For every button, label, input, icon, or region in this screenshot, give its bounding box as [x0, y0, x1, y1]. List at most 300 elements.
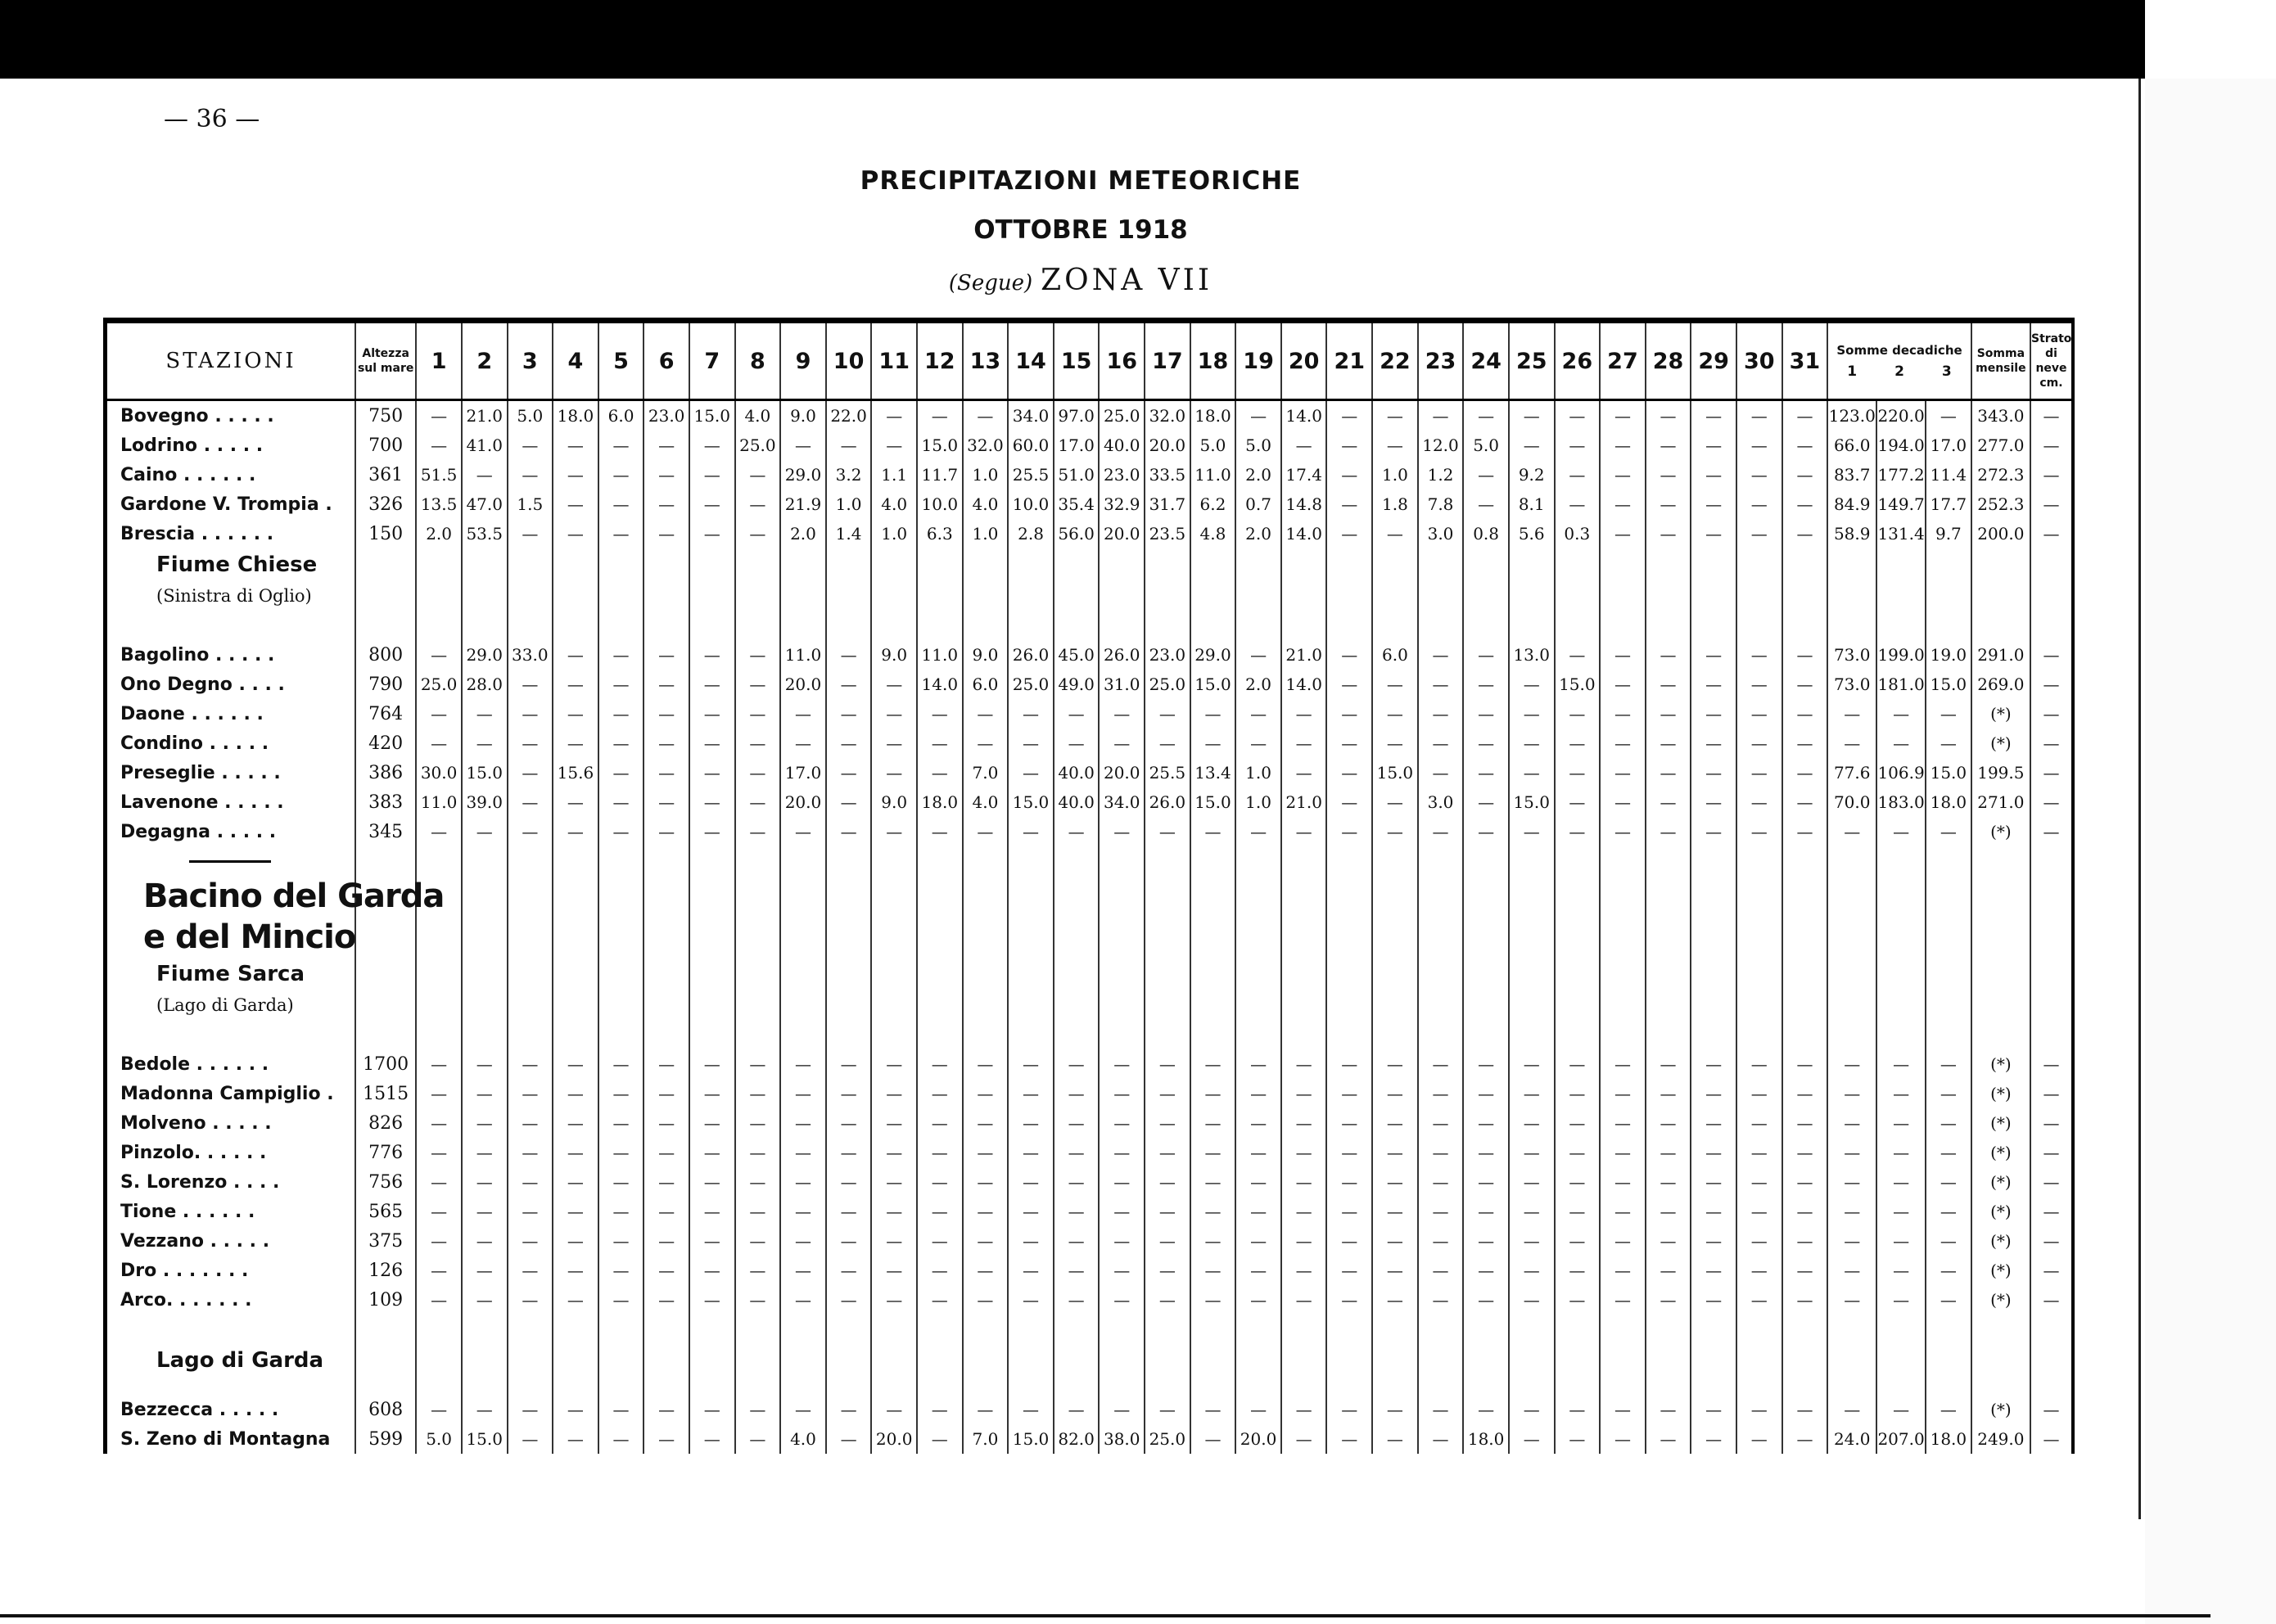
day-8-cell: — — [735, 1167, 781, 1197]
empty-cell — [1099, 958, 1145, 990]
empty-cell — [689, 990, 735, 1020]
day-15-cell: — — [1054, 699, 1100, 729]
day-28-cell: — — [1646, 1424, 1691, 1454]
day-2-cell: — — [462, 699, 508, 729]
empty-cell — [1099, 1344, 1145, 1377]
monthly-sum-cell: (*) — [1971, 1395, 2030, 1424]
day-24-cell: 5.0 — [1463, 431, 1509, 460]
station-name: Condino . . . . . — [106, 729, 356, 758]
snow-depth-cell: — — [2030, 1167, 2073, 1197]
day-28-cell: — — [1646, 699, 1691, 729]
empty-cell — [1600, 958, 1646, 990]
decade-2-sum-cell: — — [1876, 817, 1926, 846]
day-17-cell: — — [1145, 1049, 1190, 1079]
day-6-cell: — — [644, 1138, 689, 1167]
day-26-cell: — — [1555, 1285, 1601, 1315]
day-6-cell: — — [644, 1424, 689, 1454]
empty-cell — [553, 917, 598, 958]
empty-cell — [1555, 1020, 1601, 1049]
day-9-cell: — — [780, 1108, 826, 1138]
decade-3-sum-cell: 18.0 — [1926, 1424, 1971, 1454]
empty-cell — [508, 990, 553, 1020]
day-4-cell: — — [553, 1049, 598, 1079]
monthly-sum-cell: 269.0 — [1971, 670, 2030, 699]
empty-cell — [1736, 990, 1782, 1020]
day-14-cell: — — [1008, 1108, 1054, 1138]
monthly-sum-cell: 291.0 — [1971, 640, 2030, 670]
day-3-cell: — — [508, 460, 553, 489]
empty-cell — [1054, 990, 1100, 1020]
day-31-cell: — — [1782, 460, 1828, 489]
day-22-cell: — — [1372, 1256, 1418, 1285]
empty-cell — [1372, 581, 1418, 611]
day-9-cell: — — [780, 1197, 826, 1226]
day-19-cell: — — [1235, 1108, 1281, 1138]
empty-cell — [917, 1344, 963, 1377]
day-20-cell: 14.0 — [1281, 400, 1327, 431]
day-19-cell: — — [1235, 1226, 1281, 1256]
decade-1-sum-cell: 83.7 — [1827, 460, 1876, 489]
day-20-cell: — — [1281, 1424, 1327, 1454]
empty-cell — [355, 1377, 416, 1395]
monthly-sum-cell: (*) — [1971, 1079, 2030, 1108]
station-name: Gardone V. Trompia . — [106, 489, 356, 519]
day-10-cell: — — [826, 1256, 872, 1285]
day-2-cell: — — [462, 729, 508, 758]
day-20-cell: — — [1281, 1138, 1327, 1167]
day-18-cell: — — [1190, 729, 1236, 758]
page-number: — 36 — — [164, 105, 260, 133]
day-12-cell: 14.0 — [917, 670, 963, 699]
day-13-cell: 6.0 — [963, 670, 1009, 699]
empty-cell — [1099, 990, 1145, 1020]
decade-1-sum-cell: 73.0 — [1827, 640, 1876, 670]
empty-cell — [1827, 846, 1876, 876]
day-2-cell: — — [462, 1079, 508, 1108]
empty-cell — [1876, 1315, 1926, 1344]
day-4-cell: 15.6 — [553, 758, 598, 787]
empty-cell — [1235, 611, 1281, 640]
empty-cell — [1326, 846, 1372, 876]
day-30-cell: — — [1736, 1256, 1782, 1285]
day-26-cell: — — [1555, 758, 1601, 787]
snow-depth-cell: — — [2030, 400, 2073, 431]
empty-cell — [826, 548, 872, 581]
table-row — [106, 1197, 2074, 1226]
day-17-cell: — — [1145, 1256, 1190, 1285]
empty-cell — [1099, 1315, 1145, 1344]
day-6-cell: — — [644, 729, 689, 758]
day-16-cell: — — [1099, 1167, 1145, 1197]
day-5-cell: — — [598, 1138, 644, 1167]
empty-cell — [508, 876, 553, 917]
empty-cell — [462, 917, 508, 958]
empty-cell — [598, 1344, 644, 1377]
spacer-cell — [106, 1377, 356, 1395]
day-24-cell: — — [1463, 787, 1509, 817]
empty-cell — [1190, 1344, 1236, 1377]
day-6-cell: — — [644, 489, 689, 519]
empty-cell — [1235, 1344, 1281, 1377]
day-31-cell: — — [1782, 670, 1828, 699]
day-31-cell: — — [1782, 519, 1828, 548]
day-30-cell: — — [1736, 400, 1782, 431]
day-22-cell: — — [1372, 1049, 1418, 1079]
day-3-cell: — — [508, 1197, 553, 1226]
day-23-cell: — — [1418, 758, 1464, 787]
day-10-cell: — — [826, 431, 872, 460]
day-18-cell: — — [1190, 1285, 1236, 1315]
empty-cell — [1418, 581, 1464, 611]
day-7-cell: — — [689, 1108, 735, 1138]
empty-cell — [917, 581, 963, 611]
day-10-cell: — — [826, 758, 872, 787]
day-13-cell: — — [963, 729, 1009, 758]
empty-cell — [462, 548, 508, 581]
day-5-cell: 6.0 — [598, 400, 644, 431]
empty-cell — [1008, 581, 1054, 611]
header-day-19: 19 — [1235, 321, 1281, 400]
empty-cell — [2030, 611, 2073, 640]
empty-cell — [1691, 876, 1736, 917]
snow-depth-cell: — — [2030, 758, 2073, 787]
day-3-cell: — — [508, 699, 553, 729]
day-13-cell: 1.0 — [963, 519, 1009, 548]
day-26-cell: 15.0 — [1555, 670, 1601, 699]
day-18-cell: — — [1190, 699, 1236, 729]
day-14-cell: — — [1008, 1395, 1054, 1424]
day-17-cell: 32.0 — [1145, 400, 1190, 431]
day-5-cell: — — [598, 1285, 644, 1315]
station-altitude: 700 — [355, 431, 416, 460]
empty-cell — [1926, 990, 1971, 1020]
day-6-cell: — — [644, 519, 689, 548]
day-13-cell: — — [963, 1049, 1009, 1079]
day-2-cell: — — [462, 460, 508, 489]
decade-1-sum-cell: — — [1827, 1226, 1876, 1256]
empty-cell — [1281, 876, 1327, 917]
empty-cell — [826, 1377, 872, 1395]
empty-cell — [1099, 846, 1145, 876]
day-26-cell: — — [1555, 640, 1601, 670]
empty-cell — [871, 611, 917, 640]
empty-cell — [2030, 917, 2073, 958]
day-1-cell: — — [416, 699, 462, 729]
empty-cell — [1827, 1315, 1876, 1344]
day-29-cell: — — [1691, 489, 1736, 519]
decade-3-sum-cell: — — [1926, 729, 1971, 758]
day-27-cell: — — [1600, 640, 1646, 670]
monthly-sum-cell: (*) — [1971, 1049, 2030, 1079]
empty-cell — [598, 1377, 644, 1395]
empty-cell — [2030, 548, 2073, 581]
station-altitude: 826 — [355, 1108, 416, 1138]
day-5-cell: — — [598, 670, 644, 699]
day-11-cell: 1.1 — [871, 460, 917, 489]
empty-cell — [1326, 548, 1372, 581]
basin-heading: Bacino del Garda — [106, 876, 356, 917]
day-16-cell: 34.0 — [1099, 787, 1145, 817]
day-6-cell: — — [644, 787, 689, 817]
day-2-cell: 15.0 — [462, 1424, 508, 1454]
day-24-cell: — — [1463, 1167, 1509, 1197]
day-22-cell: 1.0 — [1372, 460, 1418, 489]
day-11-cell: — — [871, 1108, 917, 1138]
day-28-cell: — — [1646, 460, 1691, 489]
empty-cell — [689, 548, 735, 581]
decade-3-sum-cell: — — [1926, 1049, 1971, 1079]
table-section-row — [106, 958, 2074, 990]
decade-3-sum-cell: — — [1926, 1167, 1971, 1197]
empty-cell — [508, 1020, 553, 1049]
empty-cell — [1235, 1020, 1281, 1049]
day-10-cell: — — [826, 1395, 872, 1424]
day-27-cell: — — [1600, 460, 1646, 489]
empty-cell — [1054, 846, 1100, 876]
day-8-cell: — — [735, 699, 781, 729]
day-8-cell: — — [735, 729, 781, 758]
day-27-cell: — — [1600, 1395, 1646, 1424]
empty-cell — [2030, 876, 2073, 917]
day-21-cell: — — [1326, 1424, 1372, 1454]
empty-cell — [1646, 1344, 1691, 1377]
day-27-cell: — — [1600, 670, 1646, 699]
table-row — [106, 699, 2074, 729]
station-name: S. Lorenzo . . . . — [106, 1167, 356, 1197]
empty-cell — [1926, 1344, 1971, 1377]
day-4-cell: — — [553, 1167, 598, 1197]
empty-cell — [1145, 876, 1190, 917]
empty-cell — [1926, 917, 1971, 958]
day-22-cell: — — [1372, 1079, 1418, 1108]
header-somma-mensile: Somma mensile — [1971, 321, 2030, 400]
day-26-cell: — — [1555, 489, 1601, 519]
day-13-cell: — — [963, 1108, 1009, 1138]
empty-cell — [735, 990, 781, 1020]
empty-cell — [963, 1315, 1009, 1344]
empty-cell — [1008, 876, 1054, 917]
decade-3-sum-cell: 11.4 — [1926, 460, 1971, 489]
day-24-cell: — — [1463, 640, 1509, 670]
day-7-cell: — — [689, 1079, 735, 1108]
day-31-cell: — — [1782, 729, 1828, 758]
empty-cell — [1646, 548, 1691, 581]
day-20-cell: — — [1281, 1395, 1327, 1424]
table-row — [106, 1285, 2074, 1315]
monthly-sum-cell: 252.3 — [1971, 489, 2030, 519]
day-7-cell: — — [689, 519, 735, 548]
day-3-cell: — — [508, 817, 553, 846]
empty-cell — [1600, 611, 1646, 640]
zone-heading — [0, 264, 2161, 297]
day-15-cell: — — [1054, 1226, 1100, 1256]
day-8-cell: — — [735, 670, 781, 699]
day-27-cell: — — [1600, 400, 1646, 431]
empty-cell — [1372, 1020, 1418, 1049]
decade-1-sum-cell: 123.0 — [1827, 400, 1876, 431]
table-row — [106, 758, 2074, 787]
day-6-cell: — — [644, 1049, 689, 1079]
day-5-cell: — — [598, 489, 644, 519]
day-21-cell: — — [1326, 1167, 1372, 1197]
decade-2-sum-cell: 220.0 — [1876, 400, 1926, 431]
day-9-cell: — — [780, 1138, 826, 1167]
day-16-cell: 40.0 — [1099, 431, 1145, 460]
day-31-cell: — — [1782, 1226, 1828, 1256]
day-24-cell: 0.8 — [1463, 519, 1509, 548]
empty-cell — [1463, 846, 1509, 876]
empty-cell — [553, 548, 598, 581]
empty-cell — [735, 611, 781, 640]
day-5-cell: — — [598, 1079, 644, 1108]
empty-cell — [416, 1315, 462, 1344]
empty-cell — [1971, 1315, 2030, 1344]
day-21-cell: — — [1326, 519, 1372, 548]
day-22-cell: — — [1372, 817, 1418, 846]
day-27-cell: — — [1600, 758, 1646, 787]
day-11-cell: — — [871, 1395, 917, 1424]
empty-cell — [1008, 990, 1054, 1020]
header-day-29: 29 — [1691, 321, 1736, 400]
empty-cell — [355, 990, 416, 1020]
day-14-cell: — — [1008, 1079, 1054, 1108]
empty-cell — [553, 958, 598, 990]
empty-cell — [1099, 611, 1145, 640]
day-22-cell: — — [1372, 1108, 1418, 1138]
day-10-cell: 22.0 — [826, 400, 872, 431]
empty-cell — [1827, 548, 1876, 581]
empty-cell — [553, 1315, 598, 1344]
empty-cell — [1054, 917, 1100, 958]
snow-depth-cell: — — [2030, 699, 2073, 729]
day-30-cell: — — [1736, 1395, 1782, 1424]
day-8-cell: — — [735, 758, 781, 787]
day-16-cell: — — [1099, 1197, 1145, 1226]
day-1-cell: 11.0 — [416, 787, 462, 817]
day-31-cell: — — [1782, 1424, 1828, 1454]
day-2-cell: 47.0 — [462, 489, 508, 519]
decade-2-sum-cell: — — [1876, 1167, 1926, 1197]
day-18-cell: 15.0 — [1190, 787, 1236, 817]
day-12-cell: 15.0 — [917, 431, 963, 460]
day-11-cell: — — [871, 1226, 917, 1256]
day-4-cell: — — [553, 817, 598, 846]
day-23-cell: — — [1418, 1226, 1464, 1256]
header-day-18: 18 — [1190, 321, 1236, 400]
empty-cell — [1782, 611, 1828, 640]
empty-cell — [598, 876, 644, 917]
empty-cell — [1971, 581, 2030, 611]
table-row — [106, 489, 2074, 519]
day-28-cell: — — [1646, 1108, 1691, 1138]
day-17-cell: 25.5 — [1145, 758, 1190, 787]
empty-cell — [1600, 548, 1646, 581]
day-16-cell: — — [1099, 1395, 1145, 1424]
empty-cell — [1418, 1020, 1464, 1049]
empty-cell — [1782, 990, 1828, 1020]
day-23-cell: — — [1418, 729, 1464, 758]
decade-2-sum-cell: 149.7 — [1876, 489, 1926, 519]
day-10-cell: — — [826, 1108, 872, 1138]
table-row — [106, 1395, 2074, 1424]
day-7-cell: — — [689, 1049, 735, 1079]
decade-2-sum-cell: 207.0 — [1876, 1424, 1926, 1454]
day-25-cell: — — [1509, 1226, 1555, 1256]
header-day-31: 31 — [1782, 321, 1828, 400]
day-9-cell: — — [780, 699, 826, 729]
day-13-cell: — — [963, 1256, 1009, 1285]
day-30-cell: — — [1736, 1424, 1782, 1454]
day-30-cell: — — [1736, 460, 1782, 489]
snow-depth-cell: — — [2030, 1108, 2073, 1138]
day-28-cell: — — [1646, 1256, 1691, 1285]
day-3-cell: — — [508, 670, 553, 699]
day-17-cell: 23.0 — [1145, 640, 1190, 670]
day-9-cell: — — [780, 1167, 826, 1197]
empty-cell — [1463, 958, 1509, 990]
day-28-cell: — — [1646, 1167, 1691, 1197]
empty-cell — [1736, 611, 1782, 640]
header-day-1: 1 — [416, 321, 462, 400]
decade-2-sum-cell: — — [1876, 1285, 1926, 1315]
station-name: Madonna Campiglio . — [106, 1079, 356, 1108]
day-24-cell: — — [1463, 460, 1509, 489]
empty-cell — [355, 1020, 416, 1049]
day-26-cell: — — [1555, 400, 1601, 431]
decade-3-sum-cell: 9.7 — [1926, 519, 1971, 548]
day-6-cell: — — [644, 699, 689, 729]
snow-depth-cell: — — [2030, 1197, 2073, 1226]
day-18-cell: — — [1190, 1197, 1236, 1226]
day-20-cell: 14.0 — [1281, 670, 1327, 699]
station-altitude: 790 — [355, 670, 416, 699]
empty-cell — [1971, 917, 2030, 958]
section-subheading: (Lago di Garda) — [106, 990, 356, 1020]
empty-cell — [644, 1377, 689, 1395]
day-1-cell: — — [416, 400, 462, 431]
decade-3-sum-cell: 19.0 — [1926, 640, 1971, 670]
day-2-cell: — — [462, 1197, 508, 1226]
day-25-cell: — — [1509, 1256, 1555, 1285]
decade-3-sum-cell: — — [1926, 1138, 1971, 1167]
day-15-cell: — — [1054, 1108, 1100, 1138]
day-13-cell: — — [963, 1226, 1009, 1256]
day-14-cell: — — [1008, 1197, 1054, 1226]
section-subheading: (Sinistra di Oglio) — [106, 581, 356, 611]
day-19-cell: 5.0 — [1235, 431, 1281, 460]
empty-cell — [644, 958, 689, 990]
day-23-cell: 3.0 — [1418, 787, 1464, 817]
empty-cell — [1600, 1020, 1646, 1049]
day-31-cell: — — [1782, 1285, 1828, 1315]
day-8-cell: — — [735, 460, 781, 489]
decade-2-sum-cell: 131.4 — [1876, 519, 1926, 548]
day-28-cell: — — [1646, 1395, 1691, 1424]
day-11-cell: 9.0 — [871, 640, 917, 670]
day-4-cell: — — [553, 489, 598, 519]
empty-cell — [1555, 1377, 1601, 1395]
monthly-sum-cell: (*) — [1971, 699, 2030, 729]
empty-cell — [1372, 917, 1418, 958]
day-18-cell: — — [1190, 1395, 1236, 1424]
day-28-cell: — — [1646, 1079, 1691, 1108]
empty-cell — [1876, 846, 1926, 876]
empty-cell — [598, 917, 644, 958]
decade-3-sum-cell: — — [1926, 699, 1971, 729]
day-23-cell: — — [1418, 1395, 1464, 1424]
day-23-cell: — — [1418, 817, 1464, 846]
day-8-cell: — — [735, 489, 781, 519]
